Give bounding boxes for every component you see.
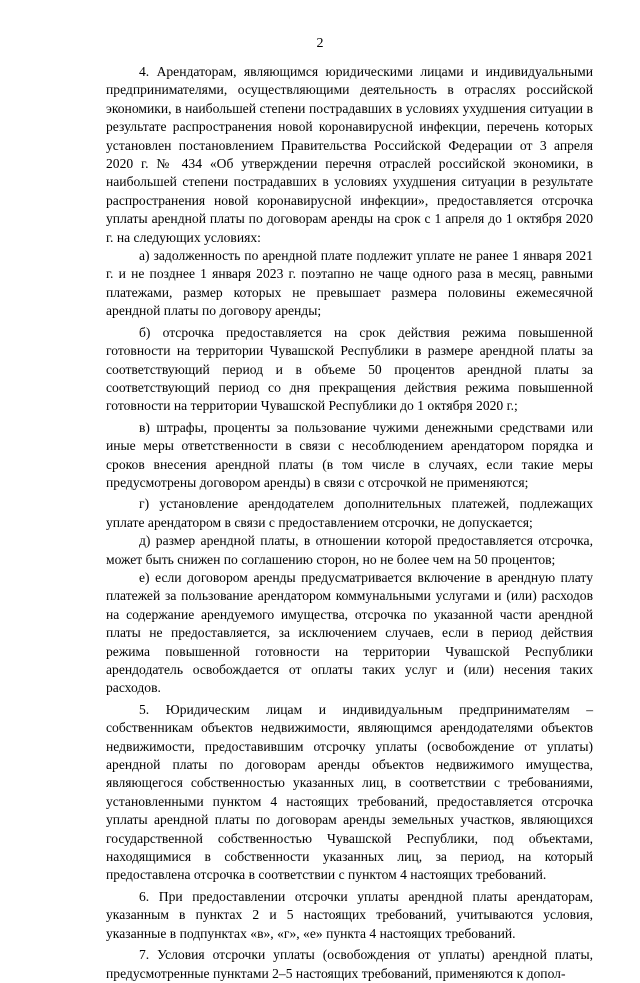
paragraph-4d: д) размер арендной платы, в отношении которой предоставляется отсрочка, может быть снижен по соглашению сторон, но не более чем на 50 процентов; [106,533,593,567]
paragraph-6: 6. При предоставлении отсрочки уплаты арендной платы арендаторам, указанным в пунктах 2 и 5 настоящих требований, учитываются условия, указанные в подпунктах «в», «г», «е» пункта 4 настоящих требований. [106,888,593,941]
paragraph-4e: е) если договором аренды предусматривается включение в арендную плату платежей за пользование арендатором коммунальными услугами и (или) расходов на содержание арендуемого имущества, отсрочка по указанной части арендной платы не предоставляется, за исключением случаев, если в период действия режима повышенной готовности на территории Чувашской Республики арендодатель освобождается от оплаты таких услуг и (или) несения таких расходов. [106,569,593,696]
paragraph-5: 5. Юридическим лицам и индивидуальным предпринимателям – собственникам объектов недвижимости, являющимся арендодателями объектов недвижимости, предоставившим отсрочку уплаты (освобождение от уплаты) арендной платы по договорам аренды объектов недвижимого имущества, являющегося собственностью указанных лиц, в соответствии с требованиями, установленными пунктом 4 настоящих требований, предоставляется отсрочка уплаты арендной платы по договорам аренды земельных участков, являющихся государственной собственностью Чувашской Республики, под объектами, находящимися в собственности указанных лиц, за период, на который предоставлена отсрочка в соответствии с пунктом 4 настоящих требований. [106,701,593,883]
paragraph-4g: г) установление арендодателем дополнительных платежей, подлежащих уплате арендатором в связи с предоставлением отсрочки, не допускается; [106,496,593,530]
document-body [106,63,593,983]
page-number: 2 [316,36,324,51]
paragraph-4: 4. Арендаторам, являющимся юридическими лицами и индивидуальными предпринимателями, осуществляющими деятельность в отраслях российской экономики, в наибольшей степени пострадавших в условиях ухудшения ситуации в результате распространения новой коронавирусной инфекции, перечень которых установлен постановлением Правительства Российской Федерации от 3 апреля 2020 г. № 434 «Об утверждении перечня отраслей российской экономики, в наибольшей степени пострадавших в условиях ухудшения ситуации в результате распространения новой коронавирусной инфекции», предоставляется отсрочка уплаты арендной платы по договорам аренды на срок с 1 апреля до 1 октября 2020 г. на следующих условиях: [106,64,593,245]
paragraph-7: 7. Условия отсрочки уплаты (освобождения от уплаты) арендной платы, предусмотренные пунктами 2–5 настоящих требований, применяются к допол- [106,947,593,981]
paragraph-4b: б) отсрочка предоставляется на срок действия режима повышенной готовности на территории Чувашской Республики в размере арендной платы за соответствующий период и в объеме 50 процентов арендной платы за соответствующий период со дня прекращения действия режима повышенной готовности на территории Чувашской Республики до 1 октября 2020 г.; [106,324,593,414]
paragraph-4v: в) штрафы, проценты за пользование чужими денежными средствами или иные меры ответственности в связи с несоблюдением арендатором порядка и сроков внесения арендной платы (в том числе в случаях, если такие меры предусмотрены договором аренды) в связи с отсрочкой не применяются; [106,419,593,490]
paragraph-4a: а) задолженность по арендной плате подлежит уплате не ранее 1 января 2021 г. и не позднее 1 января 2023 г. поэтапно не чаще одного раза в месяц, равными платежами, размер которых не превышает размера половины ежемесячной арендной платы по договору аренды; [106,248,593,319]
